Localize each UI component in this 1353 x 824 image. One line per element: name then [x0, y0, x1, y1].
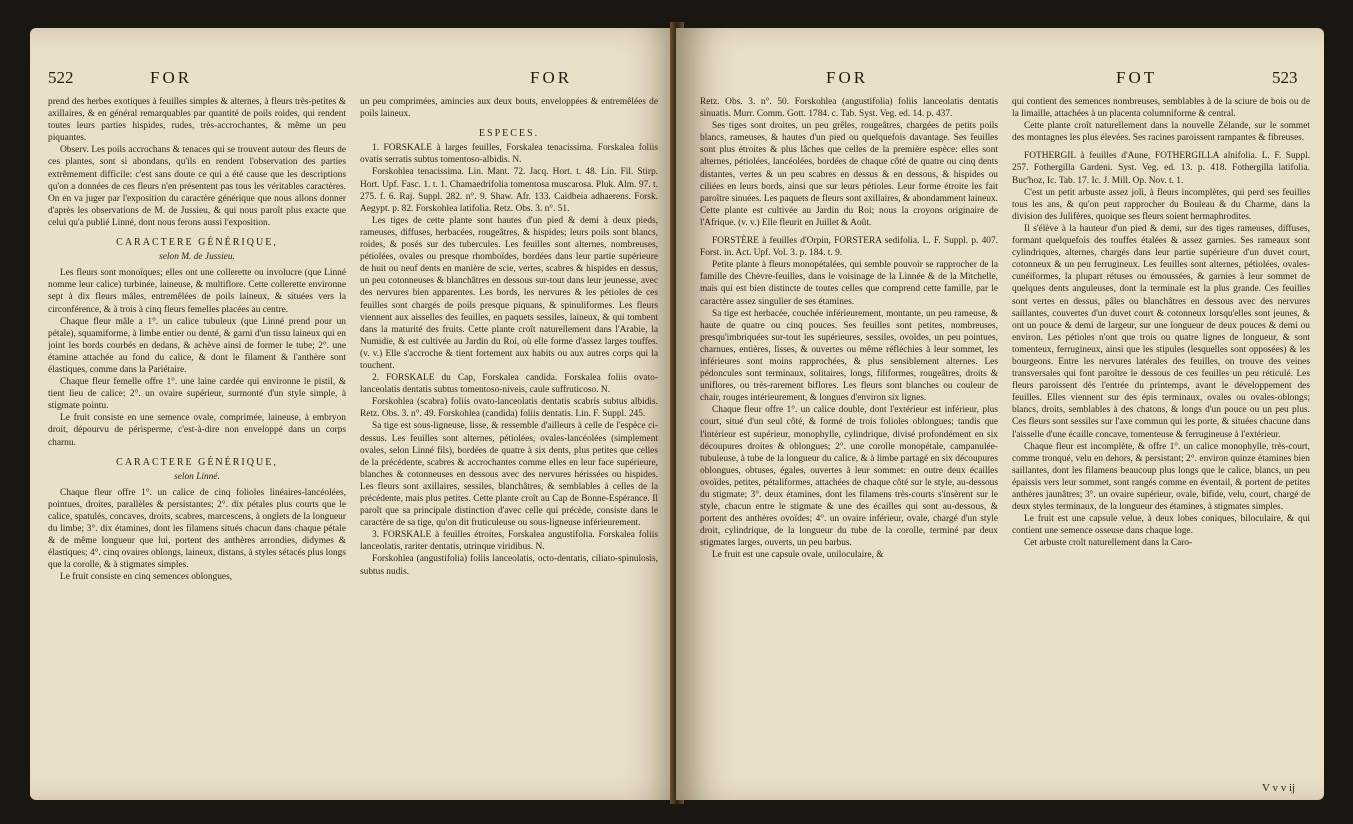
page-number-left: 522: [48, 68, 74, 87]
right-page-header: [676, 68, 1324, 90]
paragraph: Retz. Obs. 3. n°. 50. Forskohlea (angustifolia) foliis lanceolatis dentatis sinuatis. Murr. Comm. Gott. 1784. c. Tab. Syst. Veg. ed. 14. p. 437.: [700, 97, 998, 120]
paragraph: Cette plante croît naturellement dans la nouvelle Zélande, sur le sommet des montagnes les plus élevées. Ses racines paroissent rampantes & fibreuses.: [1012, 121, 1310, 144]
signature-mark: V v v ij: [1262, 782, 1296, 794]
running-head-right: FOT: [1116, 68, 1158, 87]
paragraph: Sa tige est herbacée, couchée inférieurement, montante, un peu rameuse, & haute de quatre ou cinq pouces. Ses feuilles sont petites, nombreuses, presqu'imbriquées sur-tout les supérieures, sessiles, ovoïdes, un peu pointues, charnues, entières, lisses, & ouvertes ou même réfléchies à leur sommet, les inférieures sont moins rapprochées, & plus sensiblement alternes. Les pédoncules sont terminaux, solitaires, longs, filiformes, rougeâtres, droits & uniflores, ou très-rarement biflores. Les fleurs sont blanches ou couleur de chair, rouges intérieurement, & longues d'environ six lignes.: [700, 308, 998, 404]
right-page: [676, 28, 1324, 800]
paragraph: Observ. Les poils accrochans & tenaces qui se trouvent autour des fleurs de ces plantes, sont si abondans, qu'ils en rendent l'observation des parties extrêmement difficile: c'est sans doute ce qui a été cause que les descriptions qu'on a données de ces fleurs n'en présentent pas tous les véritables caractères. On en va juger par l'exposition du caractère générique que nous allons donner d'après les observations de M. de Jussieu, & qui nous paroît plus exacte que celui qu'a publié Linné, dont nous ferons aussi l'exposition.: [48, 145, 346, 228]
paragraph: qui contient des semences nombreuses, semblables à de la sciure de bois ou de la limaille, attachées à un placenta columniforme & central.: [1012, 97, 1310, 120]
section-heading: CARACTERE GÉNÉRIQUE,: [116, 456, 278, 468]
paragraph: Chaque fleur offre 1°. un calice double, dont l'extérieur est inférieur, plus court, situé d'un seul côté, & formé de trois folioles oblongues; tandis que l'intérieur est supérieur, monophylle, cylindrique, divisé profondément en six découpures droites & oblongues; 2°. une corolle monopétale, campanulée-tubuleuse, à tube de la longueur du calice, & à limbe partagé en six découpures oblongues, obtuses, égales, ouvertes à leur sommet: en outre deux écailles ovoïdes, petites, pétaliformes, attachées de chaque côté sur le style, au-dessous du stigmate; 3°. deux étamines, dont les filamens très-courts s'insèrent sur le style, chacun entre le stigmate & une des écailles qui sont au-dessous, & portent des anthères ovoïdes; 4°. un ovaire inférieur, ovale, chargé d'un style droit, cylindrique, de la longueur du tube de la corolle, terminé par deux stigmates larges, ouverts, un peu barbus.: [700, 405, 998, 549]
paragraph: Cet arbuste croît naturellement dans la Caro-: [1024, 538, 1193, 549]
section-subheading: selon M. de Jussieu.: [159, 252, 235, 263]
paragraph: 1. FORSKALE à larges feuilles, Forskalea tenacissima. Forskalea foliis ovatis serratis subtus tomentoso-albidis. N.: [360, 143, 658, 166]
section-subheading: selon Linné.: [174, 471, 220, 482]
paragraph: Sa tige est sous-ligneuse, lisse, & ressemble d'ailleurs à celle de l'espèce ci-dessus. Les feuilles sont alternes, pétiolées, ovales-lancéolées (simplement ovales, selon Linné fils), bordées de quatre à six dents, plus petites que celles de la précédente, scabres & accrochantes comme elles en leur face supérieure, blanches & cotonneuses en dessous avec des nervures hérissées ou hispides. Les fleurs sont axillaires, sessiles, blanchâtres, & semblables à celles de la précédente, mais plus petites. Cette plante croît au Cap de Bonne-Espérance. Il paroît que sa principale distinction d'avec celle qui précède, consiste dans le caractère de sa tige, qu'on dit fruticuleuse ou sous-ligneuse inférieurement.: [360, 421, 658, 529]
paragraph: Il s'élève à la hauteur d'un pied & demi, sur des tiges rameuses, diffuses, formant quelquefois des touffes étalées & assez garnies. Ses rameaux sont cylindriques, alternes, chargés dans leur partie supérieure d'un duvet court, cotonneux & un peu ferrugineux. Les feuilles sont alternes, pétiolées, ovales-cunéiformes, la plupart rétuses ou émoussées, & garnies à leur sommet de quelques dents anguleuses, dont la terminale est la plus grande. Ces feuilles sont vertes en dessus, pâles ou blanchâtres en dessous avec des nervures saillantes, couvertes d'un duvet court & cotonneux lorsqu'elles sont jeunes, & ont un pouce & demi de largeur, sur une longueur de deux pouces & demi ou environ. Les pétioles n'ont que trois ou quatre lignes de longueur, & sont tomenteux, ferrugineux, ainsi que les stipules (lesquelles sont opposées) & les bourgeons. Entre les nervures latérales des feuilles, on trouve des veines transversales qui font paroître le dessous de ces feuilles un peu réticulé. Les fleurs paroissent dès l'entrée du printemps, avant le développement des feuilles. Elles viennent sur des épis terminaux, ovales ou ovales-oblongs; blancs, droits, semblables à des chatons, & longs d'un pouce ou un peu plus. Ces fleurs sont sessiles sur l'axe commun qui les porte, & situées chacune dans l'aisselle d'une écaille concave, tomenteuse & ferrugineuse à l'extérieur.: [1012, 223, 1310, 440]
left-column-1: [48, 96, 346, 786]
paragraph: Ses tiges sont droites, un peu grêles, rougeâtres, chargées de petits poils blancs, rameuses, & hautes d'un pied ou quelquefois davantage. Ses feuilles sont plus étroites & plus lâches que celles de la première espèce: elles sont alternes, pétiolées, lancéolées, bordées de chaque côté de quatre ou cinq dents distantes, vertes & un peu scabres en dessus & en dessous, & hispides ou ciliées en leurs bords, ainsi que sur leurs pétioles. Leur forme étroite les fait paroître sinuées. Les paquets de fleurs sont axillaires, & abondamment laineux. Cette plante est cultivée au Jardin du Roi; nous la croyons originaire de l'Afrique. (v. v.) Elle fleurit en Juillet & Août.: [700, 121, 998, 228]
paragraph: Le fruit consiste en une semence ovale, comprimée, laineuse, à embryon droit, dépourvu de périsperme, c'est-à-dire non enveloppé dans un corps charnu.: [48, 413, 346, 448]
running-head-left: FOR: [150, 68, 193, 87]
paragraph: Petite plante à fleurs monopétalées, qui semble pouvoir se rapprocher de la famille des Chèvre-feuilles, dans le voisinage de la Linnée & de la Mitchelle, mais qui est bien distincte de toutes celles que comprend cette famille, par le caractère assez singulier de ses étamines.: [700, 260, 998, 307]
section-heading: ESPECES.: [478, 128, 540, 140]
left-page-header: [30, 68, 682, 90]
section-heading: CARACTERE GÉNÉRIQUE,: [116, 237, 278, 249]
paragraph: Forskohlea tenacissima. Lin. Mant. 72. Jacq. Hort. t. 48. Lin. Fil. Stirp. Hort. Upf. Fasc. 1. t. 1. Chamaedrifolia tomentosa muscarosa. Pluk. Alm. 97. t. 275. f. 6. Raj. Suppl. 282. n°. 9. Shaw. Afr. 133. Caidbeia adhaerens. Forsk. Aegypt. p. 82. Forskohlea latifolia. Retz. Obs. 3. n°. 51.: [360, 167, 658, 214]
paragraph: FORSTÈRE à feuilles d'Orpin, FORSTERA sedifolia. L. F. Suppl. p. 407. Forst. in. Act. Upf. Vol. 3. p. 184. t. 9.: [700, 236, 998, 259]
running-head-right: FOR: [530, 68, 573, 87]
paragraph: Les fleurs sont monoïques; elles ont une collerette ou involucre (que Linné nomme leur calice) turbinée, laineuse, & multiflore. Cette collerette environne sept à dix fleurs mâles, entremêlées de poils laineux, & situées vers la circonférence, & à trois à cinq fleurs femelles placées au centre.: [48, 268, 346, 315]
paragraph: FOTHERGIL à feuilles d'Aune, FOTHERGILLA alnifolia. L. F. Suppl. 257. Fothergilla Gardeni. Syst. Veg. ed. 13. p. 418. Fothergilla latifolia. Buc'hoz, Ic. Tab. 17. Ic. J. Mill. Op. Nov. t. 1.: [1012, 151, 1310, 186]
left-page: [30, 28, 682, 800]
paragraph: Le fruit consiste en cinq semences oblongues,: [60, 572, 233, 583]
paragraph: Chaque fleur mâle a 1°. un calice tubuleux (que Linné prend pour un pétale), squamiforme, à limbe entier ou denté, & garni d'un tissu laineux qui en joint les bords courbés en dedans, & achève ainsi de former le tube; 2°. une étamine attachée au fond du calice, & dont le filament & l'anthère sont élastiques, comme dans la Pariétaire.: [48, 316, 346, 375]
right-column-2: [1012, 96, 1310, 786]
page-number-right: 523: [1272, 68, 1298, 87]
paragraph: Les tiges de cette plante sont hautes d'un pied & demi à deux pieds, rameuses, diffuses, herbacées, rougeâtres, & hispides; leurs poils sont blancs, roides, & posés sur des tubercules. Les feuilles sont alternes, nombreuses, pétiolées, ovales ou presque rhomboïdes, bordées dans leur partie supérieure de huit ou neuf dents en manière de scie, vertes, scabres & hispides en dessus, un peu cotonneuses & blanchâtres en dessous sur-tout dans leur jeunesse, avec des nervures bien apparentes. Les bords, les nervures & les pétioles de ces feuilles sont chargés de poils presque piquans, & spinuliformes. Les fleurs viennent aux aisselles des feuilles, en paquets sessiles, laineux, & qui tombent dans la maturité des fruits. Cette plante croît naturellement dans l'Arabie, la Numidie, & est cultivée au Jardin du Roi, où elle forme d'assez larges touffes. (v. v.) Elle s'accroche & tient fortement aux habits ou aux autres corps qui la touchent.: [360, 215, 658, 371]
paragraph: Forskohlea (angustifolia) foliis lanceolatis, octo-dentatis, ciliato-spinulosis, subtus nudis.: [360, 554, 658, 577]
paragraph: Le fruit est une capsule ovale, uniloculaire, &: [712, 550, 884, 561]
paragraph: prend des herbes exotiques à feuilles simples & alternes, à fleurs très-petites & axillaires, & en général remarquables par quantité de poils roides, qui rendent toutes leurs parties hispides, rudes, très-accrochantes, & même un peu piquantes.: [48, 97, 346, 144]
running-head-left: FOR: [826, 68, 869, 87]
left-column-2: [360, 96, 658, 786]
paragraph: 2. FORSKALE du Cap, Forskalea candida. Forskalea foliis ovato-lanceolatis dentatis subtus tomentoso-niveis, caule suffruticoso. N.: [360, 373, 658, 396]
paragraph: Le fruit est une capsule velue, à deux lobes coniques, biloculaire, & qui contient une semence osseuse dans chaque loge.: [1012, 514, 1310, 537]
paragraph: Chaque fleur offre 1°. un calice de cinq folioles linéaires-lancéolées, pointues, droites, parallèles & persistantes; 2°. dix pétales plus courts que le calice, spatulés, concaves, droits, scabres, marcescens, à onglets de la longueur du limbe; 3°. dix étamines, dont les filamens situés chacun dans chaque pétale & de même longueur que lui, portent des anthères arrondies, didymes & élastiques; 4°. cinq ovaires oblongs, laineux, distans, à styles sétacés plus longs que la corolle, & à stigmates simples.: [48, 487, 346, 571]
right-column-1: [700, 96, 998, 786]
paragraph: Chaque fleur est incomplète, & offre 1°. un calice monophylle, très-court, comme tronqué, velu en dehors, & persistant; 2°. environ quinze étamines bien saillantes, dont les filamens beaucoup plus longs que le calice, blancs, un peu épaissis vers leur sommet, sont rangés comme en éventail, & portent de petites anthères jaunâtres; 3°. un ovaire supérieur, ovale, bifide, velu, court, chargé de deux styles terminaux, de la longueur des étamines, à stigmates simples.: [1012, 441, 1310, 513]
paragraph: C'est un petit arbuste assez joli, à fleurs incomplètes, qui perd ses feuilles tous les ans, & qu'on peut rapprocher du Bouleau & du Charme, dans la division des Julifères, quoique ses fleurs soient hermaphrodites.: [1012, 187, 1310, 222]
paragraph: un peu comprimées, amincies aux deux bouts, enveloppées & entremêlées de poils laineux.: [360, 97, 658, 120]
paragraph: Chaque fleur femelle offre 1°. une laine cardée qui environne le pistil, & tient lieu de calice; 2°. un ovaire supérieur, surmonté d'un style simple, à stigmate pointu.: [48, 377, 346, 412]
paragraph: Forskohlea (scabra) foliis ovato-lanceolatis dentatis scabris subtus albidis. Retz. Obs. 3. n°. 49. Forskohlea (candida) foliis dentatis. Lin. F. Suppl. 245.: [360, 397, 658, 420]
paragraph: 3. FORSKALE à feuilles étroites, Forskalea angustifolia. Forskalea foliis lanceolatis, rariter dentatis, utrinque viridibus. N.: [360, 530, 658, 553]
